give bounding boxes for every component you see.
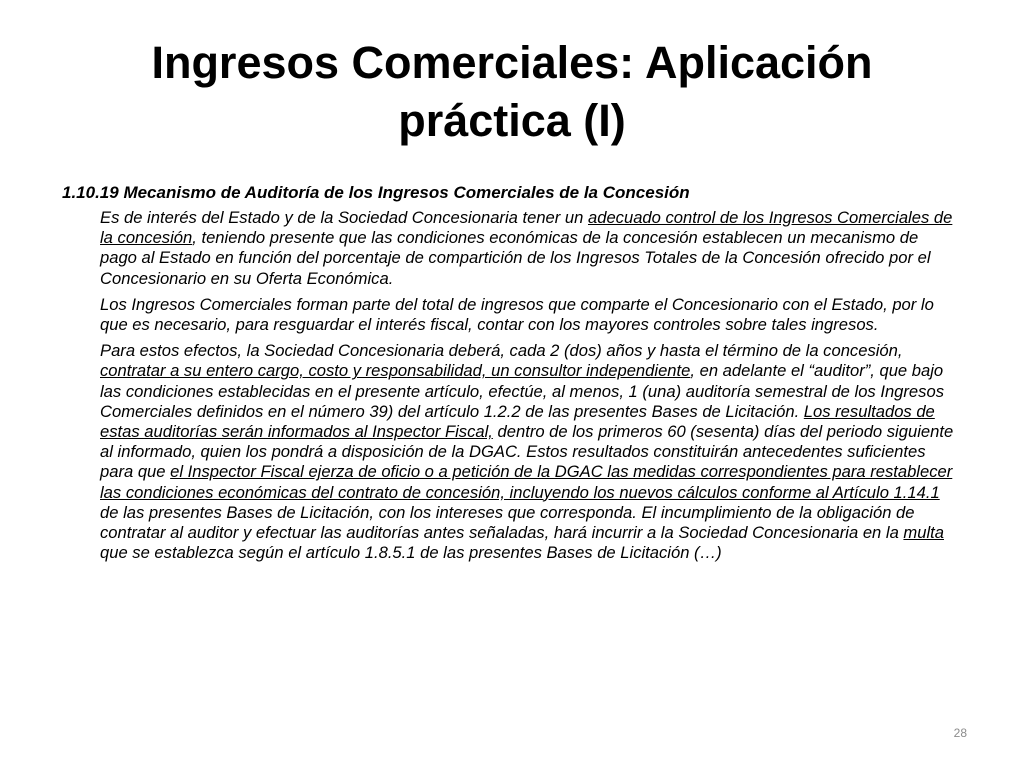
paragraph-3-text-2: , en adelante el “auditor”, que bajo las condiciones establecidas en el presente artículo, efectúe, al menos, 1 (una) auditoría semestral de los Ingresos Comerciales definidos en el número 39) del artículo 1.2.2 de las presentes Bases de Licitación. <box>100 361 944 421</box>
paragraph-3-text: Para estos efectos, la Sociedad Concesionaria deberá, cada 2 (dos) años y hasta el término de la concesión, <box>100 341 903 361</box>
paragraph-2 <box>100 295 958 335</box>
paragraph-3 <box>100 341 958 563</box>
paragraph-3-text-end: que se establezca según el artículo 1.8.5.1 de las presentes Bases de Licitación (…) <box>100 543 722 563</box>
paragraph-1-text-end: , teniendo presente que las condiciones económicas de la concesión establecen un mecanismo de pago al Estado en función del porcentaje de compartición de los Ingresos Totales de la Concesión ofrecido por el Concesionario en su Oferta Económica. <box>100 228 931 288</box>
section-heading: 1.10.19 Mecanismo de Auditoría de los Ingresos Comerciales de la Concesión <box>62 183 690 202</box>
paragraph-3-text-3: dentro de los primeros 60 (sesenta) días del periodo siguiente al informado, quien los pondrá a disposición de la DGAC. Estos resultados constituirán antecedentes suficientes para que <box>100 422 954 482</box>
paragraph-3-underlined-auditor: contratar a su entero cargo, costo y responsabilidad, un consultor independiente <box>100 361 691 381</box>
paragraph-3-underlined-inspector: el Inspector Fiscal ejerza de oficio o a petición de la DGAC las medidas correspondientes para restablecer las condiciones económicas del contrato de concesión, incluyendo los nuevos cálculos conforme al Artículo 1.14.1 <box>100 462 953 502</box>
slide-title: Ingresos Comerciales: Aplicación práctica (I) <box>151 37 873 146</box>
paragraph-1-underlined: adecuado control de los Ingresos Comerciales de la concesión <box>100 208 953 248</box>
body-text <box>100 208 958 563</box>
page-number: 28 <box>953 726 967 740</box>
paragraph-3-underlined-results: Los resultados de estas auditorías serán informados al Inspector Fiscal, <box>100 401 935 442</box>
paragraph-3-underlined-multa: multa <box>903 523 944 543</box>
paragraph-1-text: Es de interés del Estado y de la Sociedad Concesionaria tener un <box>100 208 588 227</box>
paragraph-1 <box>100 208 958 289</box>
paragraph-3-text-4: de las presentes Bases de Licitación, con los intereses que corresponda. El incumplimiento de la obligación de contratar al auditor y efectuar las auditorías antes señaladas, hará incurrir a la Sociedad Concesionaria en la <box>100 502 915 543</box>
paragraph-2-text: Los Ingresos Comerciales forman parte del total de ingresos que comparte el Concesionario con el Estado, por lo que es necesario, para resguardar el interés fiscal, contar con los mayores controles sobre tales ingresos. <box>100 294 934 335</box>
